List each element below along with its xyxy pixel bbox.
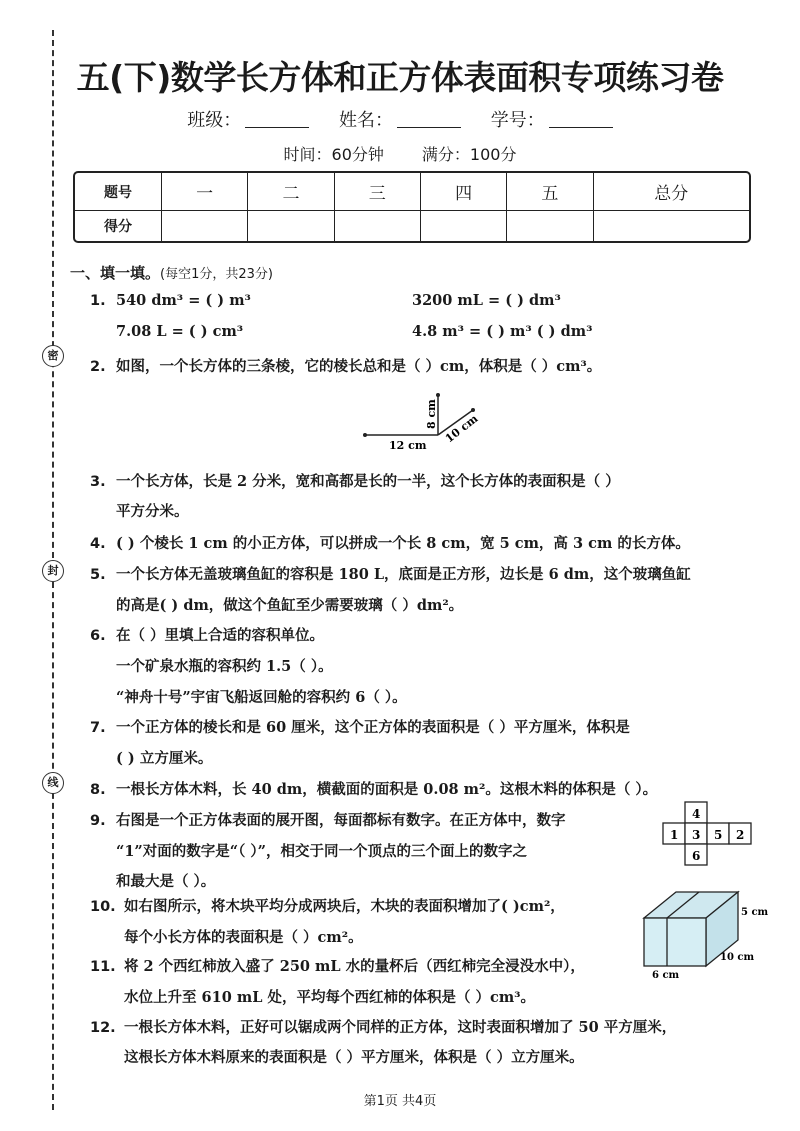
question-text: 一个长方体无盖玻璃鱼缸的容积是 180 L，底面是正方形，边长是 6 dm，这个玻璃鱼缸	[116, 566, 691, 583]
score-col-2: 二	[248, 173, 334, 211]
page-footer: 第1页 共4页	[363, 1094, 437, 1109]
question-number: 12.	[90, 1020, 116, 1036]
question-6-line-2: 一个矿泉水瓶的容积约 1.5（ ）。	[116, 658, 333, 675]
student-number-label: 学号：	[490, 110, 545, 131]
question-11-line-1	[90, 955, 585, 976]
question-8	[90, 778, 657, 799]
net-face-bottom: 6	[692, 849, 701, 863]
question-5-line-2: 的高是( ) dm，做这个鱼缸至少需要玻璃（ ）dm²。	[116, 597, 464, 614]
question-7-line-2: ( ) 立方厘米。	[116, 750, 213, 767]
page-title: 五(下)数学长方体和正方体表面积专项练习卷	[76, 58, 724, 97]
question-9-line-3: 和最大是（ ）。	[116, 873, 216, 890]
score-row-header: 得分	[75, 211, 162, 241]
question-text: 如图，一个长方体的三条棱，它的棱长总和是（ ）cm，体积是（ ）cm³。	[116, 358, 602, 375]
question-text: 将 2 个西红柿放入盛了 250 mL 水的量杯后（西红柿完全浸没水中），	[124, 958, 585, 975]
score-col-4: 四	[421, 173, 507, 211]
question-6-line-3: “神舟十号”宇宙飞船返回舱的容积约 6（ ）。	[116, 689, 407, 706]
question-1-part-c: 7.08 L = ( ) cm³	[116, 323, 244, 340]
question-2	[90, 355, 601, 376]
question-number: 8.	[90, 782, 106, 798]
question-number: 7.	[90, 720, 106, 736]
cuboid-height-label: 5 cm	[741, 907, 768, 918]
name-label: 姓名：	[339, 110, 393, 131]
net-face-3: 5	[714, 828, 723, 842]
edge-height-label: 8 cm	[425, 399, 438, 429]
question-12-line-1	[90, 1016, 676, 1037]
seal-mark-xian: 线	[42, 772, 64, 794]
section-1-note: (每空1分，共23分)	[160, 267, 273, 282]
section-1-heading	[70, 262, 273, 283]
question-text: 一个正方体的棱长和是 60 厘米，这个正方体的表面积是（ ）平方厘米，体积是	[116, 719, 630, 736]
question-text: 右图是一个正方体表面的展开图，每面都标有数字。在正方体中，数字	[116, 812, 566, 829]
question-number-header: 题号	[75, 173, 162, 211]
net-face-top: 4	[692, 807, 701, 821]
class-label: 班级：	[187, 110, 242, 131]
question-text: 在（ ）里填上合适的容积单位。	[116, 627, 325, 644]
question-number: 1.	[90, 293, 106, 309]
question-4	[90, 532, 690, 553]
question-7-line-1	[90, 716, 630, 737]
question-number: 3.	[90, 474, 106, 490]
edge-length-label: 12 cm	[389, 439, 427, 452]
question-3-line-2: 平方分米。	[116, 503, 189, 520]
question-10-line-2: 每个小长方体的表面积是（ ）cm²。	[124, 929, 363, 946]
edge-width-label: 10 cm	[442, 412, 481, 446]
question-text: 如右图所示，将木块平均分成两块后，木块的表面积增加了( )cm²，	[124, 898, 565, 915]
question-1-row-1	[90, 292, 251, 309]
question-text: 一根长方体木料，正好可以锯成两个同样的正方体，这时表面积增加了 50 平方厘米，	[124, 1019, 677, 1036]
question-number: 6.	[90, 628, 106, 644]
question-number: 2.	[90, 359, 106, 375]
question-5-line-1	[90, 563, 691, 584]
seal-mark-feng: 封	[42, 560, 64, 582]
cube-net-figure	[660, 801, 760, 871]
score-col-total: 总分	[594, 173, 749, 211]
full-score: 满分：100分	[421, 145, 517, 164]
question-11-line-2: 水位上升至 610 mL 处，平均每个西红柿的体积是（ ）cm³。	[124, 989, 536, 1006]
question-number: 4.	[90, 536, 106, 552]
score-col-5: 五	[507, 173, 593, 211]
question-number: 10.	[90, 899, 116, 915]
net-face-2: 3	[692, 828, 701, 842]
score-col-1: 一	[162, 173, 248, 211]
question-6-line-1	[90, 624, 324, 645]
question-9-line-1	[90, 809, 566, 830]
question-3-line-1	[90, 470, 620, 491]
question-12-line-2: 这根长方体木料原来的表面积是（ ）平方厘米，体积是（ ）立方厘米。	[124, 1049, 584, 1066]
question-number: 5.	[90, 567, 106, 583]
cuboid-figure	[638, 888, 768, 980]
question-10-line-1	[90, 895, 565, 916]
question-text: 一根长方体木料，长 40 dm，横截面的面积是 0.08 m²。这根木料的体积是（ ）。	[116, 781, 658, 798]
question-1-part-b: 3200 mL = ( ) dm³	[412, 292, 561, 309]
section-1-title: 一、填一填。	[70, 264, 161, 282]
time-limit: 时间：60分钟	[283, 145, 384, 164]
net-face-4: 2	[736, 828, 745, 842]
q1-blank-a: 540 dm³ = ( ) m³	[116, 292, 251, 309]
question-9-line-2: “1”对面的数字是“（ ）”，相交于同一个顶点的三个面上的数字之	[116, 843, 527, 860]
question-text: ( ) 个棱长 1 cm 的小正方体，可以拼成一个长 8 cm，宽 5 cm，高 3 cm 的长方体。	[116, 535, 690, 552]
question-text: 一个长方体，长是 2 分米，宽和高都是长的一半，这个长方体的表面积是（ ）	[116, 473, 620, 490]
question-1-part-d: 4.8 m³ = ( ) m³ ( ) dm³	[412, 323, 593, 340]
question-number: 9.	[90, 813, 106, 829]
cuboid-width-label: 10 cm	[720, 952, 755, 963]
seal-mark-mi: 密	[42, 345, 64, 367]
cuboid-length-label: 6 cm	[652, 970, 680, 980]
edges-figure	[355, 385, 505, 455]
question-number: 11.	[90, 959, 116, 975]
score-col-3: 三	[335, 173, 421, 211]
net-face-1: 1	[670, 828, 679, 842]
